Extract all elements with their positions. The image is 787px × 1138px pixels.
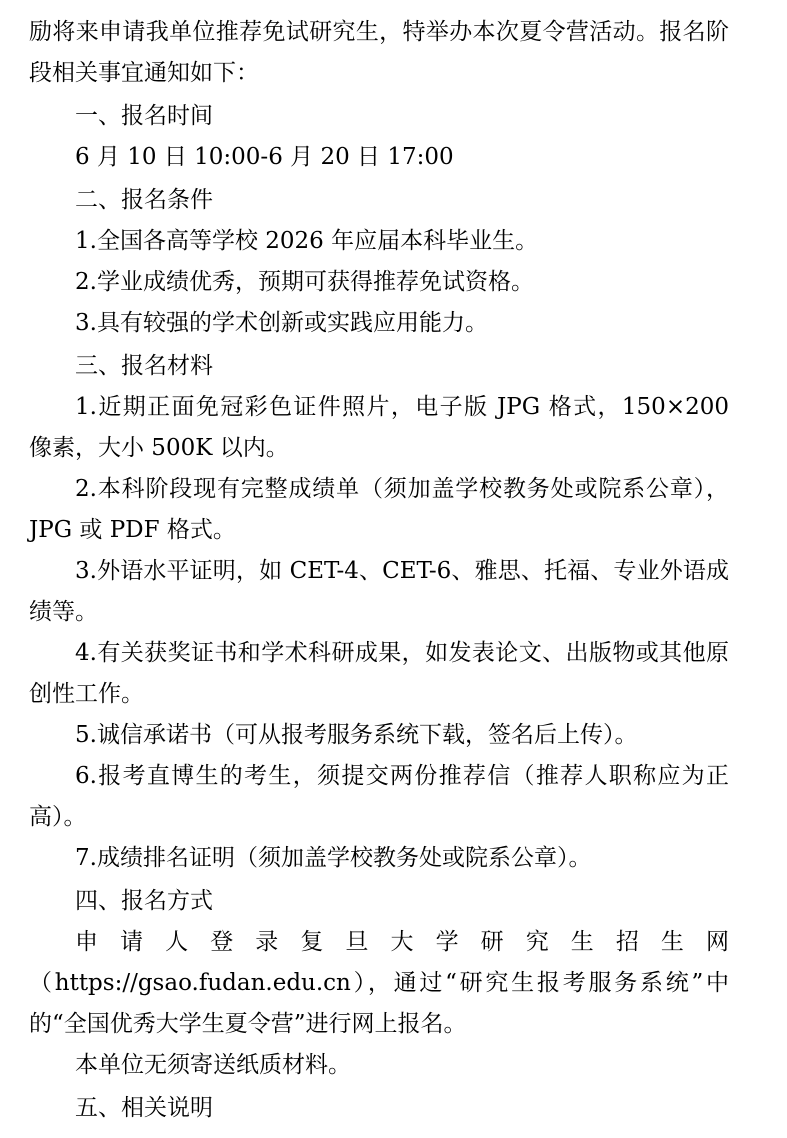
notice-document [29,12,729,1129]
no-paper-materials-note: 本单位无须寄送纸质材料。 [75,1052,351,1078]
eligibility-item: 1.全国各高等学校 2026 年应届本科毕业生。 [75,228,539,254]
materials-item: 7.成绩排名证明（须加盖学校教务处或院系公章）。 [75,845,592,871]
materials-item: 3.外语水平证明，如 CET-4、CET-6、雅思、托福、专业外语成绩等。 [29,558,729,625]
eligibility-item: 3.具有较强的学术创新或实践应用能力。 [75,310,488,336]
materials-item: 1.近期正面免冠彩色证件照片，电子版 JPG 格式，150×200 像素，大小 500K 以内。 [29,394,729,461]
materials-item: 6.报考直博生的考生，须提交两份推荐信（推荐人职称应为正高）。 [29,763,729,830]
registration-time-text: 6 月 10 日 10:00-6 月 20 日 17:00 [75,144,454,170]
intro-paragraph: 励将来申请我单位推荐免试研究生，特举办本次夏令营活动。报名阶段相关事宜通知如下： [29,19,729,86]
section-heading-materials: 三、报名材料 [75,353,213,379]
section-heading-registration-time: 一、报名时间 [75,103,213,129]
eligibility-item: 2.学业成绩优秀，预期可获得推荐免试资格。 [75,269,534,295]
materials-item: 4.有关获奖证书和学术科研成果，如发表论文、出版物或其他原创性工作。 [29,640,729,707]
section-heading-application-method: 四、报名方式 [75,888,213,914]
application-method-text: 申请人登录复旦大学研究生招生网（https://gsao.fudan.edu.cn），通过“研究生报考服务系统”中的“全国优秀大学生夏令营”进行网上报名。 [29,929,729,1037]
materials-item: 5.诚信承诺书（可从报考服务系统下载，签名后上传）。 [75,722,638,748]
section-heading-eligibility: 二、报名条件 [75,187,213,213]
section-heading-notes: 五、相关说明 [75,1095,213,1121]
materials-item: 2.本科阶段现有完整成绩单（须加盖学校教务处或院系公章），JPG 或 PDF 格式。 [29,476,729,543]
